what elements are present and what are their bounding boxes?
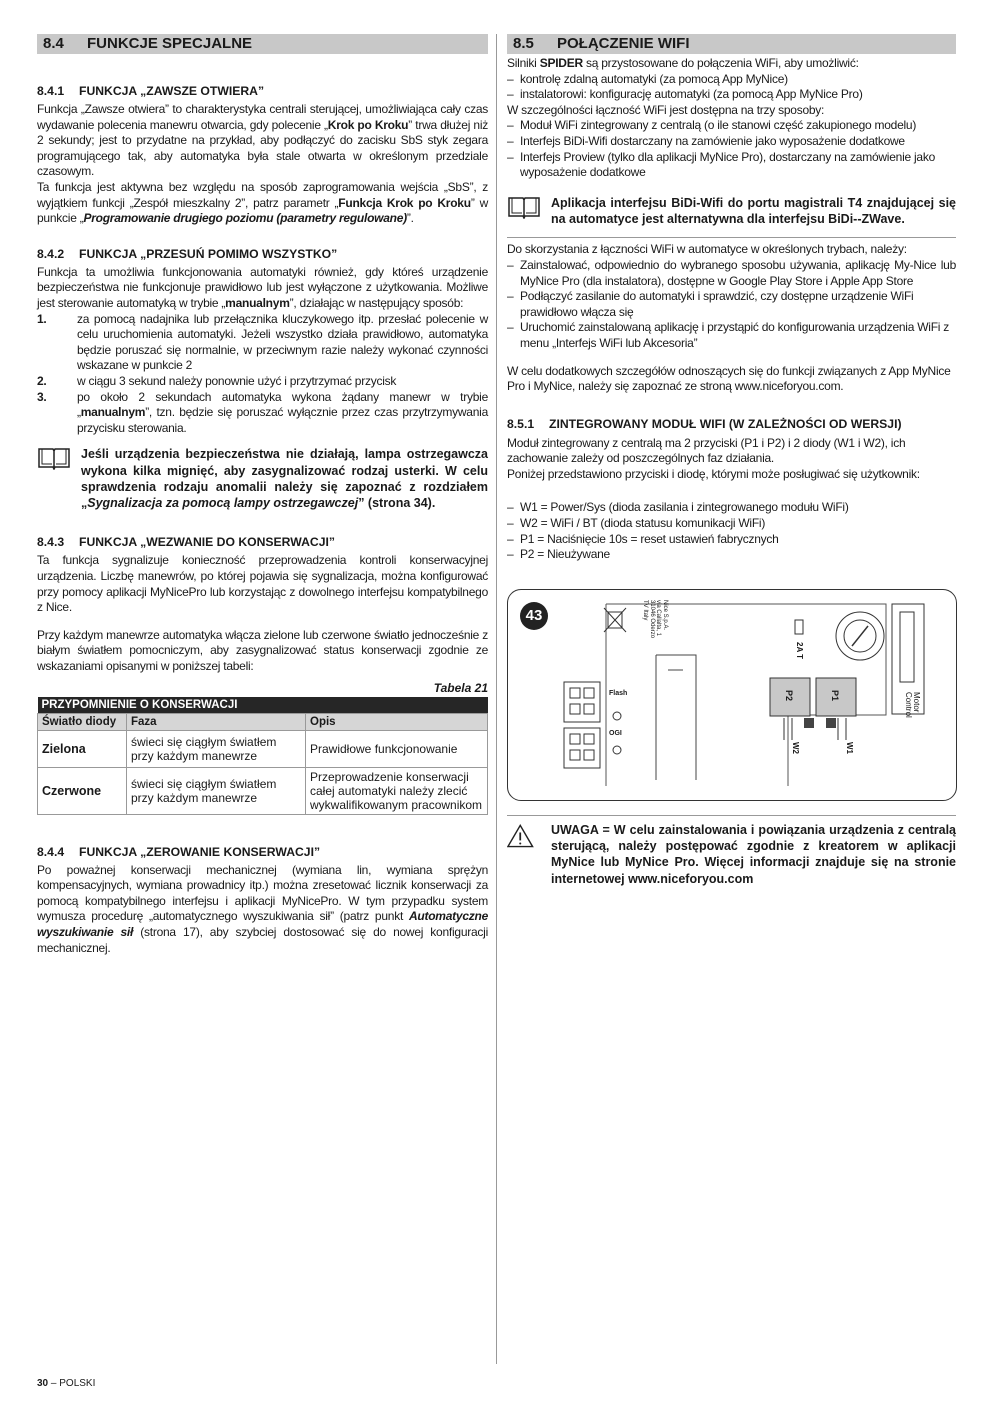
column-header: Światło diody	[38, 713, 127, 730]
manufacturer-address: Nice S.p.A. via Callalta, 1 31046 Oderzo TV Italy	[642, 599, 668, 638]
list-item: – P1 = Naciśnięcie 10s = reset ustawień fabrycznych	[507, 532, 956, 548]
section-heading-8-5: 8.5 POŁĄCZENIE WIFI	[507, 34, 956, 54]
column-divider	[496, 34, 497, 1364]
list-item: 3. po około 2 sekundach automatyka wykona żądany manewr w trybie „manualnym”, tzn. będzie się poruszać wyłącznie przez czas przytrzymywania przycisku sterowania.	[37, 389, 488, 435]
paragraph: Poniżej przedstawiono przyciski i diodę, którymi może posługiwać się użytkownik:	[507, 466, 920, 481]
column-header: Faza	[127, 713, 306, 730]
warning-note: UWAGA = W celu zainstalowania i powiązania urządzenia z centralą sterującą, należy postępować zgodnie z kreatorem w aplikacji MyNice lub MyNice Pro. Więcej informacji znajduje się na stronie internetowej www.niceforyou.com	[507, 822, 956, 887]
flash-label: Flash	[609, 689, 628, 697]
table-row: Czerwone świeci się ciągłym światłem przy każdym manewrze Przeprowadzenie konserwacji całej automatyki należy zlecić wykwalifikowanym pracownikom	[38, 767, 488, 814]
fuse-label: 2A T	[795, 641, 804, 659]
list-item: – W2 = WiFi / BT (dioda statusu komunikacji WiFi)	[507, 516, 956, 532]
ogi-label: OGI	[609, 729, 622, 737]
table-row: Zielona świeci się ciągłym światłem przy każdym manewrze Prawidłowe funkcjonowanie	[38, 730, 488, 767]
list-item: – Moduł WiFi zintegrowany z centralą (o ile stanowi część zakupionego modelu)	[507, 118, 956, 134]
figure-43-board-diagram	[507, 589, 957, 801]
info-note: Aplikacja interfejsu BiDi-Wifi do portu magistrali T4 znajdującej się na automatyce jest alternatywna dla interfejsu BiDi--ZWave.	[507, 195, 956, 228]
book-icon	[507, 195, 541, 219]
led-w1-label: W1	[845, 741, 854, 754]
figure-badge: 43	[520, 602, 548, 630]
list-item: – Podłączyć zasilanie do automatyki i sprawdzić, czy dostępne urządzenie WiFi prawidłowo włącza się	[507, 289, 956, 320]
bullet-list	[507, 72, 956, 103]
numbered-list	[37, 312, 488, 437]
led-w2-label: W2	[791, 741, 800, 754]
heading-8-4-4: 8.4.4 FUNKCJA „ZEROWANIE KONSERWACJI”	[37, 844, 321, 859]
list-item: – Interfejs Proview (tylko dla aplikacji MyNice Pro), dostarczany na zamówienie jako wyposażenie dodatkowe	[507, 150, 956, 181]
list-item: – W1 = Power/Sys (dioda zasilania i zintegrowanego modułu WiFi)	[507, 500, 956, 516]
bullet-list	[507, 258, 956, 352]
list-item: – kontrolę zdalną automatyki (za pomocą App MyNice)	[507, 72, 956, 88]
table-caption: Tabela 21	[433, 680, 488, 695]
book-icon	[37, 446, 71, 470]
page-footer: 30 – POLSKI	[37, 1378, 96, 1389]
paragraph: W celu dodatkowych szczegółów odnoszących się do funkcji związanych z App MyNice Pro i MyNice, należy się zapoznać ze stroną www.niceforyou.com.	[507, 363, 951, 394]
list-item: – Zainstalować, odpowiednio do wybranego sposobu używania, aplikację My-Nice lub MyNice Pro (dla instalatora), dostępne w Google Play Store i Apple App Store	[507, 258, 956, 289]
list-item: – Interfejs BiDi-Wifi dostarczany na zamówienie jako wyposażenie dodatkowe	[507, 134, 956, 150]
heading-8-4-2: 8.4.2 FUNKCJA „PRZESUŃ POMIMO WSZYSTKO”	[37, 246, 338, 261]
info-note: Jeśli urządzenia bezpieczeństwa nie działają, lampa ostrzegawcza wykona kilka mignięć, aby zasygnalizować rodzaj usterki. W celu sprawdzenia rodzaju anomalii należy się zapoznać z rozdziałem „Sygnalizacja za pomocą lampy ostrzegawczej” (strona 34).	[37, 446, 488, 511]
board-diagram	[508, 590, 956, 800]
paragraph: Do skorzystania z łączności WiFi w automatyce w określonych trybach, należy:	[507, 242, 907, 257]
left-column	[37, 34, 488, 956]
table-title: PRZYPOMNIENIE O KONSERWACJI	[41, 698, 238, 711]
paragraph: Ta funkcja sygnalizuje konieczność przeprowadzenia kontroli konserwacyjnej urządzenia. Liczbę manewrów, po której pojawia się sygnalizacja, można konfigurować przy pomocy aplikacji MyNicePro lub korzystając z dowolnego interfejsu kompatybilnego z Nice.	[37, 553, 488, 615]
list-item: – P2 = Nieużywane	[507, 547, 956, 563]
paragraph: Moduł zintegrowany z centralą ma 2 przyciski (P1 i P2) i 2 diody (W1 i W2), ich zachowanie zależy od poszczególnych faz działania.	[507, 435, 906, 466]
section-heading-8-4: 8.4 FUNKCJE SPECJALNE	[37, 34, 488, 54]
column-header: Opis	[306, 713, 488, 730]
warning-icon	[507, 822, 537, 850]
button-p1-label: P1	[830, 689, 840, 701]
list-item: 2. w ciągu 3 sekund należy ponownie użyć i przytrzymać przycisk	[37, 373, 397, 388]
list-item: – instalatorowi: konfigurację automatyki (za pomocą App MyNice Pro)	[507, 87, 956, 103]
paragraph: Funkcja ta umożliwia funkcjonowania automatyki również, gdy któreś urządzenie bezpieczeństwa nie funkcjonuje prawidłowo lub jest wyłączone z użytkowania. Możliwe jest sterowanie automatyką w trybie „manualnym”, działając w następujący sposób:	[37, 264, 488, 310]
heading-8-4-1: 8.4.1 FUNKCJA „ZAWSZE OTWIERA”	[37, 84, 265, 98]
list-item: – Uruchomić zainstalowaną aplikację i przystąpić do konfigurowania urządzenia WiFi z menu „Interfejs WiFi lub Akcesoria”	[507, 320, 956, 351]
button-p2-label: P2	[784, 689, 794, 701]
right-column	[507, 34, 956, 887]
list-item: 1. za pomocą nadajnika lub przełącznika kluczykowego itp. przesłać polecenie w celu uruchomienia automatyki. Jeżeli wszystko działa prawidłowo, automatyka będzie poruszać się normalnie, w przeciwnym razie należy wykonać czynności wskazane w punkcie 2	[37, 311, 488, 373]
paragraph: Funkcja „Zawsze otwiera” to charakterystyka centrali sterującej, umożliwiająca cały czas wydawanie polecenia manewru otwarcia, gdy polecenie „Krok po Kroku” trwa dłużej niż 2 sekundy; jest to przydatne na przykład, aby podłączyć do zacisku SbS styk zegara programującego tak, aby automatyka była stale otwarta w określonym przedziale czasowym.	[37, 102, 488, 179]
bullet-list	[507, 118, 956, 180]
bullet-list	[507, 500, 956, 562]
paragraph: W szczególności łączność WiFi jest dostępna na trzy sposoby:	[507, 102, 825, 117]
paragraph: Ta funkcja jest aktywna bez względu na sposób zaprogramowania wejścia „SbS”, z wyjątkiem funkcji „Zespół mieszkalny 2”, patrz parametr „Funkcja Krok po Kroku” w punkcie „Programowanie drugiego poziomu (parametry regulowane)”.	[37, 179, 488, 226]
paragraph: Silniki SPIDER są przystosowane do połączenia WiFi, aby umożliwić:	[507, 56, 859, 70]
heading-8-5-1: 8.5.1 ZINTEGROWANY MODUŁ WIFI (W ZALEŻNOŚCI OD WERSJI)	[507, 416, 902, 431]
paragraph: Po poważnej konserwacji mechanicznej (wymiana lin, wymiana sprężyn kompensacyjnych, wymiana prowadnicy itp.) można zresetować licznik konserwacji za pomocą kompatybilnego interfejsu i aplikacji MyNicePro. W tym przypadku system wymusza procedurę „automatycznego wyszukiwania sił” (patrz punkt Automatyczne wyszukiwanie sił (strona 17), aby szybciej dostosować się do nowej konfiguracji mechanicznej.	[37, 862, 489, 955]
maintenance-table	[37, 697, 488, 815]
paragraph: Przy każdym manewrze automatyka włącza zielone lub czerwone światło jednocześnie z białym światłem pomocniczym, aby zasygnalizować status konserwacji zgodnie ze wskazaniami opisanymi w poniższej tabeli:	[37, 627, 488, 674]
heading-8-4-3: 8.4.3 FUNKCJA „WEZWANIE DO KONSERWACJI”	[37, 535, 335, 550]
motor-control-label: Motor Control	[904, 691, 921, 718]
